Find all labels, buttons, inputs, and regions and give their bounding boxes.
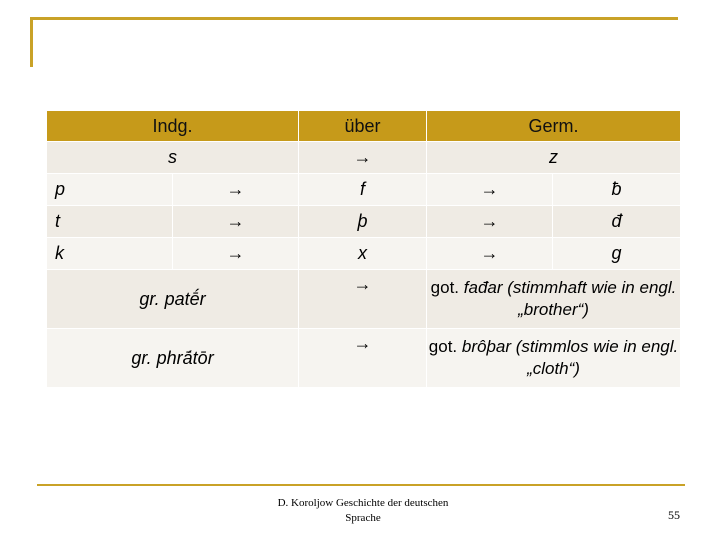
cell-arrow: → (173, 206, 299, 238)
cell-germ-sound: g (553, 238, 681, 270)
table-row-example (47, 329, 681, 388)
cell-arrow: → (427, 174, 553, 206)
table-header-row (47, 111, 681, 142)
footer-line2: Sprache (345, 512, 381, 524)
cell-intermediate-sound: f (299, 174, 427, 206)
header-germ: Germ. (427, 111, 681, 142)
cell-indg-sound: t (47, 206, 173, 238)
example-greek (47, 270, 299, 329)
cell-germ-sound: ƀ (553, 174, 681, 206)
example-greek (47, 329, 299, 388)
example-greek-word: gr. phrā́tōr (131, 347, 214, 368)
top-decoration-line (30, 17, 678, 20)
example-gothic-word: fađar (stimmhaft wie in engl. „brother“) (463, 278, 677, 319)
example-gothic-word: brôþar (stimmlos wie in engl. „cloth“) (461, 337, 679, 378)
footer-source (253, 496, 473, 526)
cell-germ-sound: đ (553, 206, 681, 238)
example-gothic-prefix: got. (428, 337, 462, 356)
table-row-s (47, 142, 681, 174)
cell-intermediate-sound: x (299, 238, 427, 270)
cell-germ-z: z (427, 142, 681, 174)
example-gothic (427, 270, 681, 329)
cell-indg-s: s (47, 142, 299, 174)
example-greek-word: gr. patḗr (139, 288, 206, 309)
table-row-example (47, 270, 681, 329)
cell-arrow: → (173, 174, 299, 206)
cell-arrow: → (299, 329, 427, 388)
example-gothic-prefix: got. (430, 278, 464, 297)
table-row (47, 238, 681, 270)
header-uber: über (299, 111, 427, 142)
footer-line1: D. Koroljow Geschichte der deutschen (277, 497, 449, 509)
cell-arrow: → (427, 206, 553, 238)
example-gothic (427, 329, 681, 388)
cell-indg-sound: k (47, 238, 173, 270)
cell-arrow: → (427, 238, 553, 270)
page-number: 55 (668, 508, 680, 522)
cell-arrow: → (299, 142, 427, 174)
left-decoration-line (30, 17, 33, 67)
header-indg: Indg. (47, 111, 299, 142)
cell-indg-sound: p (47, 174, 173, 206)
table-row (47, 174, 681, 206)
footer-line (37, 484, 685, 486)
sound-shift-table (46, 110, 681, 388)
cell-arrow: → (299, 270, 427, 329)
cell-intermediate-sound: þ (299, 206, 427, 238)
table-row (47, 206, 681, 238)
cell-arrow: → (173, 238, 299, 270)
